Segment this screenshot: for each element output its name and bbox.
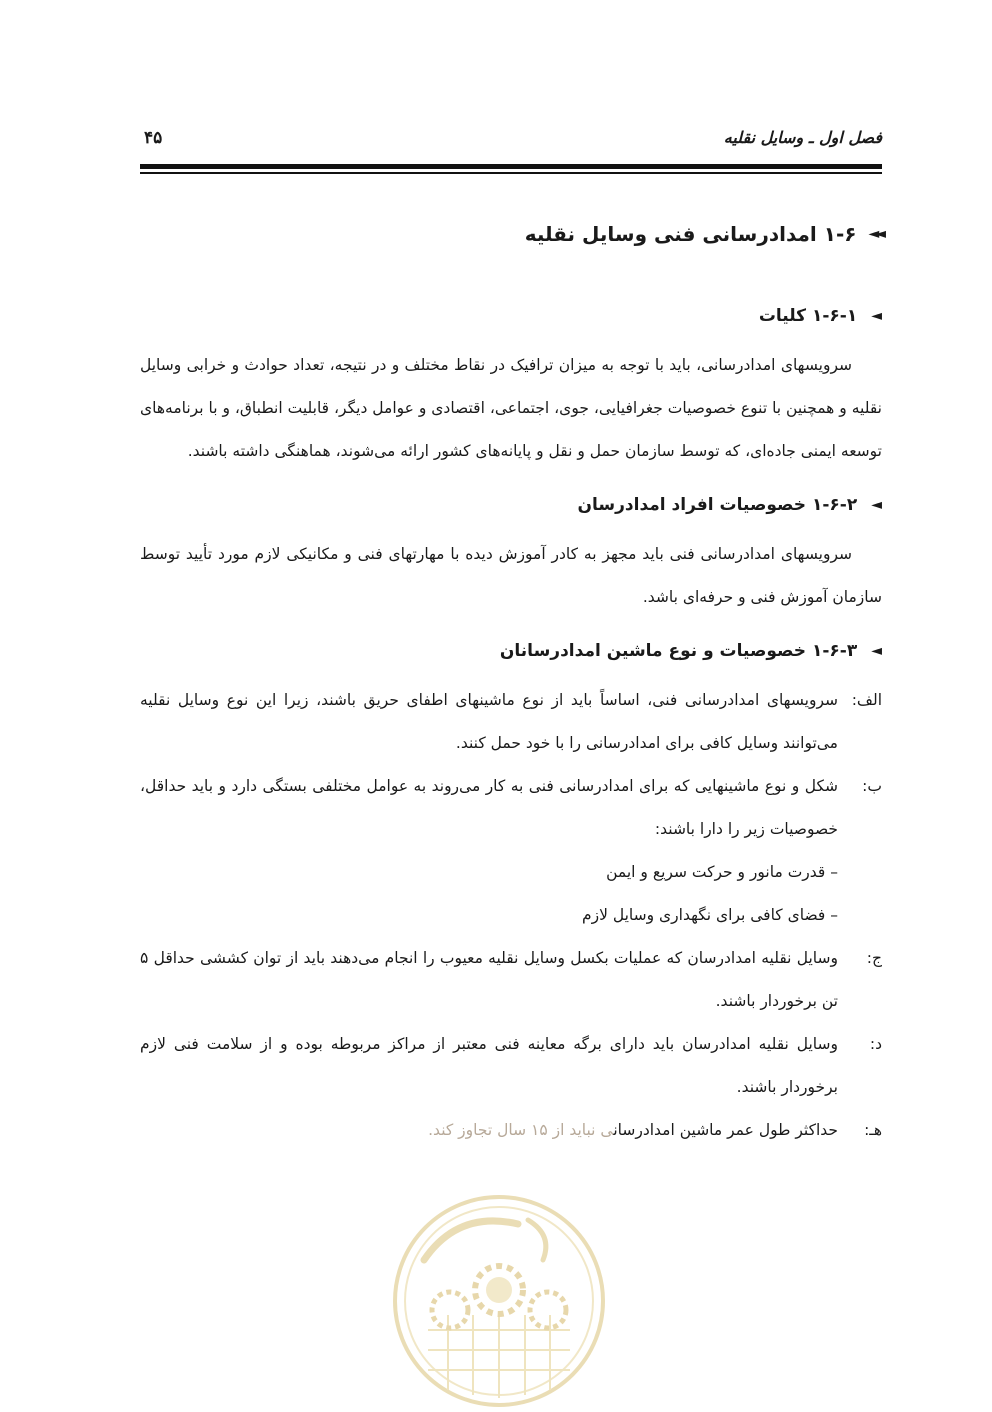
double-arrow-icon: ◄◄	[868, 226, 882, 242]
section-title: ۱-۶ امدادرسانی فنی وسایل نقلیه	[524, 222, 857, 246]
paragraph-generalities: سرویسهای امدادرسانی، باید با توجه به میزان ترافیک در نقاط مختلف و در نتیجه، تعداد حوادث و خرابی وسایل نقلیه و همچنین با تنوع خصوصیات جغرافیایی، جوی، اجتماعی، اقتصادی و عوامل دیگر، قابلیت انطباق، و با برنامه‌های توسعه ایمنی جاده‌ای، که توسط سازمان حمل و نقل و پایانه‌های کشور ارائه می‌شوند، هماهنگی داشته باشند.	[140, 356, 882, 460]
watermark-seal-icon	[388, 1190, 610, 1412]
subsection-heading-1	[140, 298, 882, 334]
paragraph-personnel: سرویسهای امدادرسانی فنی باید مجهز به کادر آموزش دیده با مهارتهای فنی و مکانیکی لازم مورد تأیید توسط سازمان آموزش فنی و حرفه‌ای باشد.	[140, 545, 882, 606]
chapter-title: فصل اول ـ وسایل نقلیه	[723, 128, 882, 147]
list-text: شکل و نوع ماشینهایی که برای امدادرسانی فنی به کار می‌روند به عوامل مختلفی بستگی دارد و باید حداقل، خصوصیات زیر را دارا باشند:	[140, 777, 838, 838]
section-heading	[140, 212, 882, 256]
requirements-list	[140, 679, 882, 1152]
list-letter: ب:	[862, 777, 882, 795]
subsection-heading-2	[140, 487, 882, 523]
page-content	[140, 212, 882, 1152]
list-text: وسایل نقلیه امدادرسان باید دارای برگه معاینه فنی معتبر از مراکز مربوطه بوده و از سلامت فنی لازم برخوردار باشند.	[140, 1035, 838, 1096]
subsection-title: ۱-۶-۲ خصوصیات افراد امدادرسان	[577, 495, 858, 515]
arrow-icon: ◄	[871, 308, 882, 324]
list-text	[140, 1109, 838, 1152]
subsection-title: ۱-۶-۱ کلیات	[758, 306, 858, 326]
sub-list-item: – فضای کافی برای نگهداری وسایل لازم	[582, 906, 838, 924]
list-item	[140, 937, 882, 1023]
list-item	[140, 679, 882, 765]
header-rule-thin	[140, 172, 882, 174]
sub-list-item: – قدرت مانور و حرکت سریع و ایمن	[606, 863, 838, 881]
subsection-heading-3	[140, 633, 882, 669]
arrow-icon: ◄	[871, 643, 882, 659]
list-text: وسایل نقلیه امدادرسان که عملیات بکسل وسایل نقلیه معیوب را انجام می‌دهند باید از توان کششی حداقل ۵ تن برخوردار باشند.	[140, 949, 838, 1010]
list-letter: هـ:	[864, 1121, 882, 1139]
list-text-watermarked: ی نباید از ۱۵ سال تجاوز کند.	[428, 1121, 614, 1139]
running-head	[140, 128, 882, 158]
list-letter: الف:	[851, 691, 882, 709]
header-rule-thick	[140, 164, 882, 169]
list-text-main: حداکثر طول عمر ماشین امدادرسان	[613, 1121, 838, 1139]
list-letter: د:	[869, 1035, 882, 1053]
subsection-title: ۱-۶-۳ خصوصیات و نوع ماشین امدادرسانان	[499, 641, 858, 661]
list-text: سرویسهای امدادرسانی فنی، اساساً باید از نوع ماشینهای اطفای حریق باشند، زیرا این نوع وسایل نقلیه می‌توانند وسایل کافی برای امدادرسانی را با خود حمل کنند.	[140, 691, 838, 752]
list-item	[140, 1023, 882, 1109]
list-item	[140, 765, 882, 851]
list-item	[140, 1109, 882, 1152]
arrow-icon: ◄	[871, 497, 882, 513]
sub-list	[140, 851, 882, 937]
list-letter: ج:	[866, 949, 882, 967]
page-number: ۴۵	[144, 128, 163, 148]
